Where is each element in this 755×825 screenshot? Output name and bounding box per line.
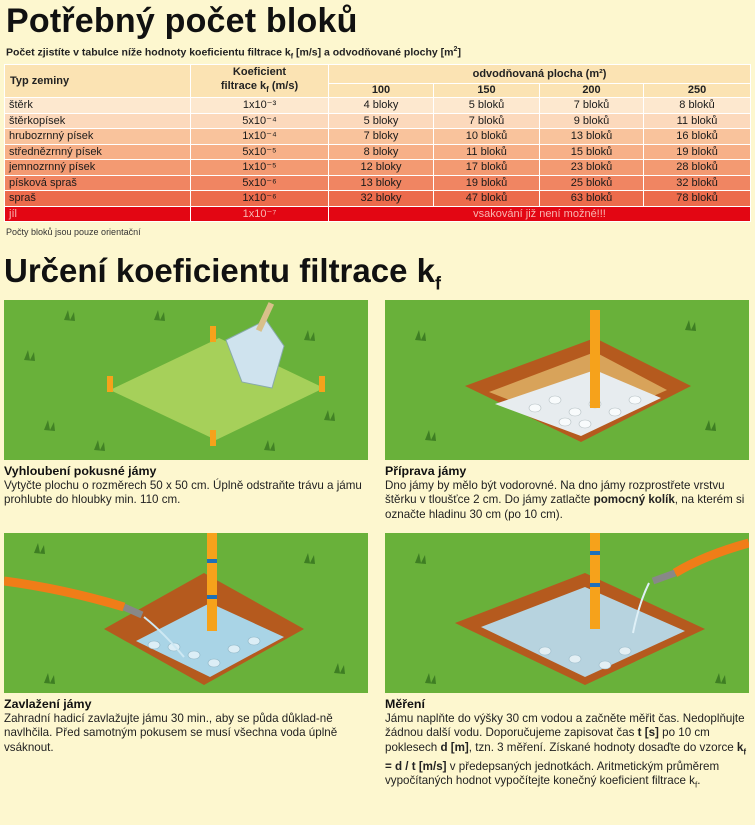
value-cell: 7 bloků — [540, 98, 644, 114]
value-cell: 19 bloků — [434, 175, 540, 191]
value-cell: 7 bloky — [329, 129, 434, 145]
value-cell: 5 bloků — [434, 98, 540, 114]
page-title: Potřebný počet bloků — [6, 2, 358, 40]
coef-cell: 5x10⁻⁵ — [191, 144, 329, 160]
coef-cell: 1x10⁻⁷ — [191, 206, 329, 222]
table-row — [5, 113, 751, 129]
step-3-text: Zahradní hadicí zavlažujte jámu 30 min., aby se půda důklad-ně navlhčila. Před samotným pokusem se musí všechna voda úplně vsáknout. — [4, 711, 338, 754]
value-cell: 47 bloků — [434, 191, 540, 207]
value-cell: 32 bloků — [644, 175, 751, 191]
coef-cell: 1x10⁻⁶ — [191, 191, 329, 207]
table-note: Počty bloků jsou pouze orientační — [6, 227, 141, 237]
table-row — [5, 98, 751, 114]
header-soil-type: Typ zeminy — [5, 65, 191, 98]
value-cell: 19 bloků — [644, 144, 751, 160]
step-1-title: Vyhloubení pokusné jámy — [4, 464, 157, 478]
header-coefficient: Koeficient filtrace $k_f$ (m/s) — [191, 65, 329, 98]
coef-cell: 1x10⁻⁴ — [191, 129, 329, 145]
value-cell: 7 bloků — [434, 113, 540, 129]
value-cell: 9 bloků — [540, 113, 644, 129]
table-row — [5, 144, 751, 160]
table-row-clay — [5, 206, 751, 222]
header-area-100: 100 — [329, 83, 434, 98]
value-cell: 10 bloků — [434, 129, 540, 145]
coef-cell: 5x10⁻⁶ — [191, 175, 329, 191]
value-cell: 8 bloky — [329, 144, 434, 160]
step-3-caption — [4, 697, 370, 755]
illustration-watering — [4, 533, 368, 693]
soil-cell: jemnozrnný písek — [5, 160, 191, 176]
value-cell: 63 bloků — [540, 191, 644, 207]
value-cell: 8 bloků — [644, 98, 751, 114]
value-cell: 5 bloky — [329, 113, 434, 129]
soil-cell: hrubozrnný písek — [5, 129, 191, 145]
table-row — [5, 160, 751, 176]
section-title: Určení koeficientu filtrace $k_f$ — [4, 252, 441, 294]
value-cell: 15 bloků — [540, 144, 644, 160]
value-cell: 16 bloků — [644, 129, 751, 145]
illustration-excavation — [4, 300, 368, 460]
table-row — [5, 191, 751, 207]
value-cell: 17 bloků — [434, 160, 540, 176]
step-1-caption — [4, 464, 370, 508]
soil-cell: písková spraš — [5, 175, 191, 191]
not-possible-cell: vsakování již není možné!!! — [329, 206, 751, 222]
step-1-text: Vytyčte plochu o rozměrech 50 x 50 cm. Úplně odstraňte trávu a jámu prohlubte do hloubky min. 110 cm. — [4, 478, 362, 507]
value-cell: 11 bloků — [644, 113, 751, 129]
value-cell: 78 bloků — [644, 191, 751, 207]
table-row — [5, 129, 751, 145]
value-cell: 32 bloky — [329, 191, 434, 207]
soil-cell: střednězrnný písek — [5, 144, 191, 160]
coef-cell: 1x10⁻⁵ — [191, 160, 329, 176]
illustration-measurement — [385, 533, 749, 693]
step-2-caption: Příprava jámy Dno jámy by mělo být vodorovné. Na dno jámy rozprostřete vrstvu štěrku v tloušťce 2 cm. Do jámy zatlačte pomocný kolík, na kterém si označte hladinu 30 cm (po 10 cm). — [385, 464, 751, 522]
soil-cell: štěrkopísek — [5, 113, 191, 129]
value-cell: 4 bloky — [329, 98, 434, 114]
soil-cell: spraš — [5, 191, 191, 207]
value-cell: 28 bloků — [644, 160, 751, 176]
header-area-200: 200 — [540, 83, 644, 98]
value-cell: 13 bloky — [329, 175, 434, 191]
coef-cell: 5x10⁻⁴ — [191, 113, 329, 129]
soil-cell: štěrk — [5, 98, 191, 114]
value-cell: 11 bloků — [434, 144, 540, 160]
header-drained-area: odvodňovaná plocha (m²) — [329, 65, 751, 84]
coef-cell: 1x10⁻³ — [191, 98, 329, 114]
header-area-250: 250 — [644, 83, 751, 98]
value-cell: 23 bloků — [540, 160, 644, 176]
soil-blocks-table — [4, 64, 751, 222]
soil-cell: jíl — [5, 206, 191, 222]
step-3-title: Zavlažení jámy — [4, 697, 92, 711]
helper-stake-term: pomocný kolík — [593, 493, 675, 507]
value-cell: 25 bloků — [540, 175, 644, 191]
illustration-preparation — [385, 300, 749, 460]
page-subtitle: Počet zjistíte v tabulce níže hodnoty koeficientu filtrace $k_f$ [m/s] a odvodňované plochy $[m^2]$ — [6, 46, 461, 61]
step-2-title: Příprava jámy — [385, 464, 467, 478]
header-area-150: 150 — [434, 83, 540, 98]
value-cell: 13 bloků — [540, 129, 644, 145]
formula: $k_f = d / t$ [m/s] — [385, 740, 747, 773]
value-cell: 12 bloky — [329, 160, 434, 176]
step-4-title: Měření — [385, 697, 425, 711]
table-row — [5, 175, 751, 191]
step-4-caption: Měření Jámu naplňte do výšky 30 cm vodou a začněte měřit čas. Nedoplňujte žádnou další vodu. Doporučujeme zapisovat čas t [s] po 10 cm poklesech d [m], tzn. 3 měření. Získané hodnoty dosaďte do vzorce $k_f = d / t$ [m/s] v předepsaných jednotkách. Aritmetickým průměrem vypočítaných hodnot vypočítejte konečný koeficient filtrace $k_f$. — [385, 697, 751, 793]
